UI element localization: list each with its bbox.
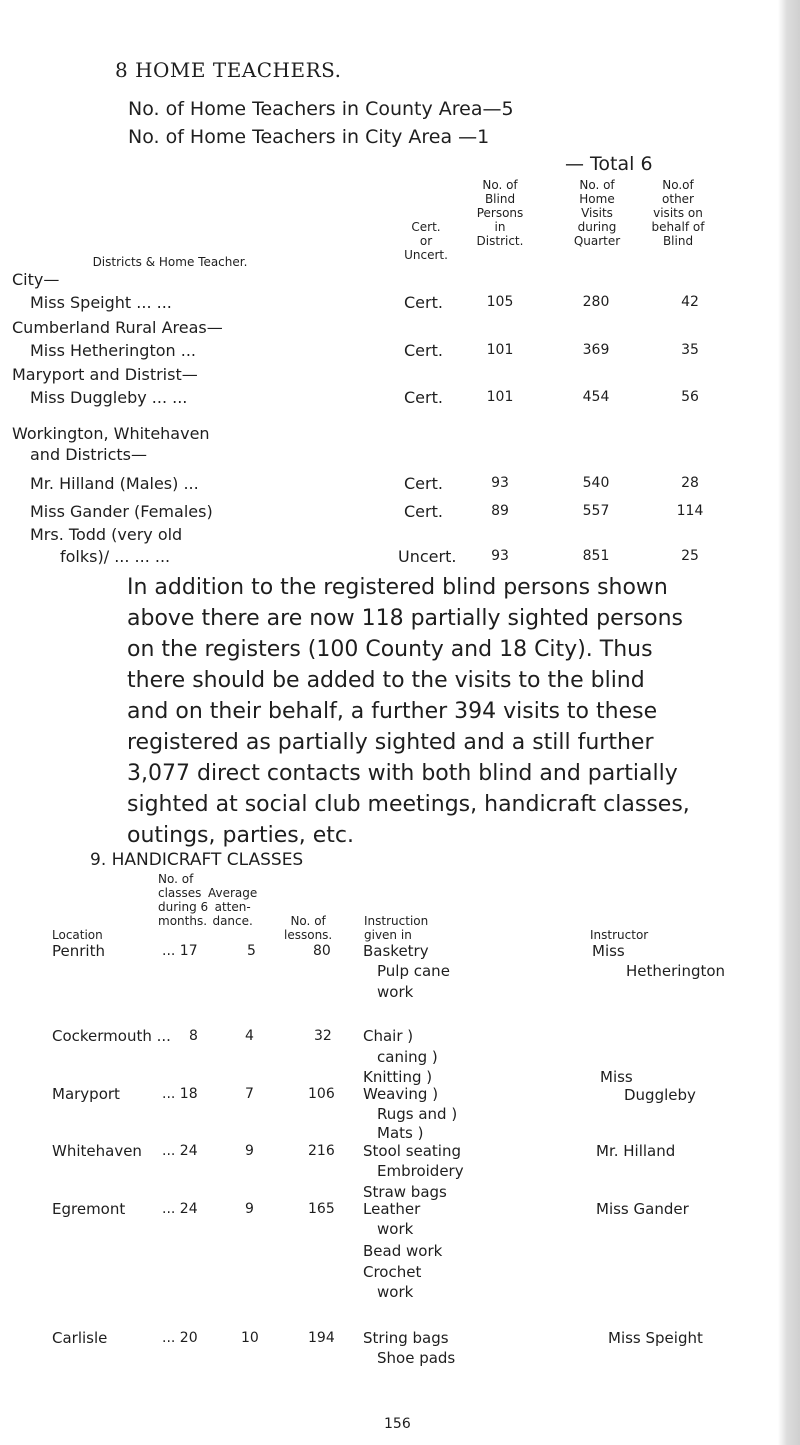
instructor-cell: Mr. Hilland: [596, 1142, 676, 1160]
row-other: 28: [681, 475, 699, 491]
col-header-location: Location: [52, 928, 103, 942]
group-label-city: City—: [12, 270, 60, 289]
classes-cell: ... 17: [162, 943, 198, 959]
instruction-item: work: [377, 1283, 414, 1301]
row-cert: Cert.: [404, 502, 443, 521]
row-name: Miss Speight ... ...: [30, 293, 172, 312]
page-edge-shadow: [778, 0, 800, 1445]
row-blind: 89: [491, 503, 509, 519]
location-cell: Penrith: [52, 942, 105, 960]
average-cell: 9: [245, 1201, 254, 1217]
instructor-cell: Miss: [592, 942, 625, 960]
page-number: 156: [384, 1416, 411, 1432]
row-blind: 93: [491, 548, 509, 564]
instructor-cell: Hetherington: [626, 962, 726, 980]
row-other: 56: [681, 389, 699, 405]
section-title: 9. HANDICRAFT CLASSES: [90, 850, 304, 870]
col-header-home-visits: No. of Home Visits during Quarter: [573, 178, 621, 248]
instruction-item: Shoe pads: [377, 1349, 456, 1367]
location-cell: Whitehaven: [52, 1142, 142, 1160]
instruction-item: Pulp cane: [377, 962, 450, 980]
lessons-cell: 80: [313, 943, 331, 959]
intro-total: — Total 6: [565, 153, 653, 175]
classes-cell: ... 24: [162, 1143, 198, 1159]
row-visits: 280: [582, 294, 610, 310]
group-label-workington: Workington, Whitehaven: [12, 424, 210, 443]
col-header-average: Average atten- dance.: [208, 886, 258, 928]
group-label-maryport: Maryport and Distrist—: [12, 365, 198, 384]
row-cert: Uncert.: [398, 547, 457, 566]
instruction-item: String bags: [363, 1329, 449, 1347]
col-header-lessons: No. of lessons.: [284, 914, 333, 942]
col-header-other-visits: No.of other visits on behalf of Blind: [651, 178, 705, 248]
row-name: Miss Duggleby ... ...: [30, 388, 188, 407]
instruction-item: Rugs and ): [377, 1105, 458, 1123]
row-cert: Cert.: [404, 474, 443, 493]
row-cert: Cert.: [404, 293, 443, 312]
lessons-cell: 32: [314, 1028, 332, 1044]
average-cell: 4: [245, 1028, 254, 1044]
instruction-item: Bead work: [363, 1242, 443, 1260]
col-header-instruction: Instruction given in: [364, 914, 429, 942]
average-cell: 7: [245, 1086, 254, 1102]
row-other: 35: [681, 342, 699, 358]
body-paragraph: In addition to the registered blind persons shown above there are now 118 partially sighted persons on the registers (100 County and 18 City). Thus there should be added to the visits to the blind and on their behalf, a further 394 visits to these registered as partially sighted and a still further 3,077 direct contacts with both blind and partially sighted at social club meetings, handicraft classes, outings, parties, etc.: [127, 575, 690, 848]
instructor-cell: Duggleby: [624, 1086, 696, 1104]
row-visits: 369: [582, 342, 610, 358]
row-name: Mr. Hilland (Males) ...: [30, 474, 199, 493]
classes-cell: 8: [189, 1028, 198, 1044]
col-header-instructor: Instructor: [590, 928, 649, 942]
row-name-line1: Mrs. Todd (very old: [30, 525, 183, 544]
instruction-item: Chair ): [363, 1027, 414, 1045]
instruction-item: Stool seating: [363, 1142, 462, 1160]
lessons-cell: 165: [308, 1201, 335, 1217]
instructor-cell: Miss Gander: [596, 1200, 689, 1218]
instruction-item: work: [377, 983, 414, 1001]
instructor-cell: Miss: [600, 1068, 633, 1086]
row-cert: Cert.: [404, 341, 443, 360]
instruction-item: Leather: [363, 1200, 421, 1218]
location-cell: Carlisle: [52, 1329, 108, 1347]
group-label-cumberland: Cumberland Rural Areas—: [12, 318, 223, 337]
row-other: 42: [681, 294, 699, 310]
instruction-item: Crochet: [363, 1263, 422, 1281]
row-visits: 540: [582, 475, 610, 491]
row-blind: 101: [486, 342, 514, 358]
classes-cell: ... 24: [162, 1201, 198, 1217]
lessons-cell: 216: [308, 1143, 335, 1159]
instruction-item: Basketry: [363, 942, 429, 960]
running-header: 8 HOME TEACHERS.: [115, 58, 342, 82]
instruction-item: Mats ): [377, 1124, 424, 1142]
intro-county-count: No. of Home Teachers in County Area—5: [128, 98, 514, 120]
row-name: Miss Gander (Females): [30, 502, 213, 521]
row-cert: Cert.: [404, 388, 443, 407]
lessons-cell: 106: [308, 1086, 335, 1102]
instruction-item: Straw bags: [363, 1183, 447, 1201]
col-header-blind-persons: No. of Blind Persons in District.: [476, 178, 524, 248]
instructor-cell: Miss Speight: [608, 1329, 703, 1347]
instruction-item: Weaving ): [363, 1085, 439, 1103]
intro-city-count: No. of Home Teachers in City Area —1: [128, 126, 490, 148]
row-other: 114: [676, 503, 704, 519]
instruction-item: Knitting ): [363, 1068, 433, 1086]
classes-cell: ... 20: [162, 1330, 198, 1346]
row-blind: 101: [486, 389, 514, 405]
classes-cell: ... 18: [162, 1086, 198, 1102]
average-cell: 9: [245, 1143, 254, 1159]
lessons-cell: 194: [308, 1330, 335, 1346]
location-cell: Egremont: [52, 1200, 126, 1218]
col-header-district: Districts & Home Teacher.: [92, 255, 248, 269]
average-cell: 10: [241, 1330, 259, 1346]
row-name: Miss Hetherington ...: [30, 341, 197, 360]
row-visits: 851: [582, 548, 610, 564]
instruction-item: Embroidery: [377, 1162, 464, 1180]
group-label-workington-cont: and Districts—: [30, 445, 147, 464]
col-header-classes: No. of classes during 6 months.: [158, 872, 209, 928]
row-visits: 454: [582, 389, 610, 405]
row-name: folks)/ ... ... ...: [60, 547, 171, 566]
row-other: 25: [681, 548, 699, 564]
instruction-item: caning ): [377, 1048, 438, 1066]
row-visits: 557: [582, 503, 610, 519]
location-cell: Maryport: [52, 1085, 120, 1103]
row-blind: 105: [486, 294, 514, 310]
instruction-item: work: [377, 1220, 414, 1238]
average-cell: 5: [247, 943, 256, 959]
location-cell: Cockermouth ...: [52, 1027, 171, 1045]
col-header-cert: Cert. or Uncert.: [404, 220, 448, 262]
row-blind: 93: [491, 475, 509, 491]
